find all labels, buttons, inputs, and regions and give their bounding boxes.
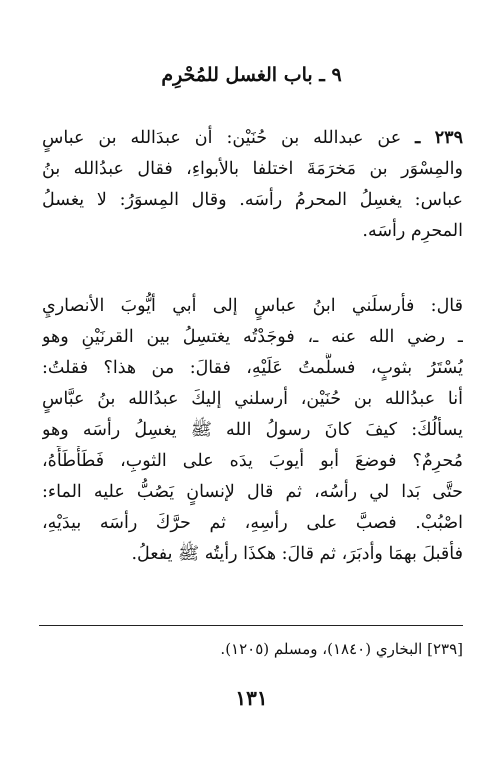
chapter-title: ٩ ـ باب الغسل للمُحْرِم [161,64,342,86]
narration-line: أنا عبدُالله بن حُنَيْن، أرسلني إليكَ عبدُالله بنُ عبَّاسٍ [42,389,463,409]
narration-line: مُحرِمٌ؟ فوضعَ أبو أيوبَ يدَه على الثوبِ، فَطَأْطَأَهُ، [42,451,463,471]
narration-line: قال: فأرسلَني ابنُ عباسٍ إلى أبي أيُّوبَ الأنصاريِ [42,296,463,316]
page-number: ١٣١ [235,686,268,710]
hadith-line: المحرِم رأسَه. [362,221,463,241]
narration-line: يُسْتَرُ بثوبٍ، فسلَّمتُ عَلَيْهِ، فقالَ: من هذا؟ فقلتُ: [42,358,463,378]
narration-line: حتَّى بَدا لي رأسُه، ثم قال لإنسانٍ يَصُبُّ عليه الماء: [42,482,463,502]
narration-line: فأقبلَ بهمَا وأدبَرَ، ثم قالَ: هكذَا رأيتُه ﷺ يفعلُ. [131,544,463,564]
hadith-number: ٢٣٩ ـ [415,128,463,148]
narration-text [42,291,463,570]
footnote-divider [39,625,463,626]
hadith-line: عباس: يغسِلُ المحرمُ رأسَه. وقال المِسوَرُ: لا يغسلُ [42,190,463,210]
narration-line: ـ رضي الله عنه ـ، فوجَدْتُه يغتسِلُ بين القرنَيْنِ وهو [42,327,463,347]
footnote: [٢٣٩] البخاري (١٨٤٠)، ومسلم (١٢٠٥). [220,640,463,658]
narration-line: يسألُكَ: كيفَ كانَ رسولُ الله ﷺ يغسِلُ رأسَه وهو [42,420,463,440]
hadith-line-text: عن عبدالله بن حُنَيْن: أن عبدَالله بن عباسٍ [42,128,402,148]
narration-line: اصْبُبْ. فصبَّ على رأسِهِ، ثم حرَّكَ رأسَه بيدَيْهِ، [42,513,463,533]
hadith-line [42,123,463,154]
hadith-text [42,123,463,247]
hadith-line: والمِسْوَر بن مَخرَمَةَ اختلفا بالأبواءِ، فقال عبدُالله بنُ [42,159,463,179]
